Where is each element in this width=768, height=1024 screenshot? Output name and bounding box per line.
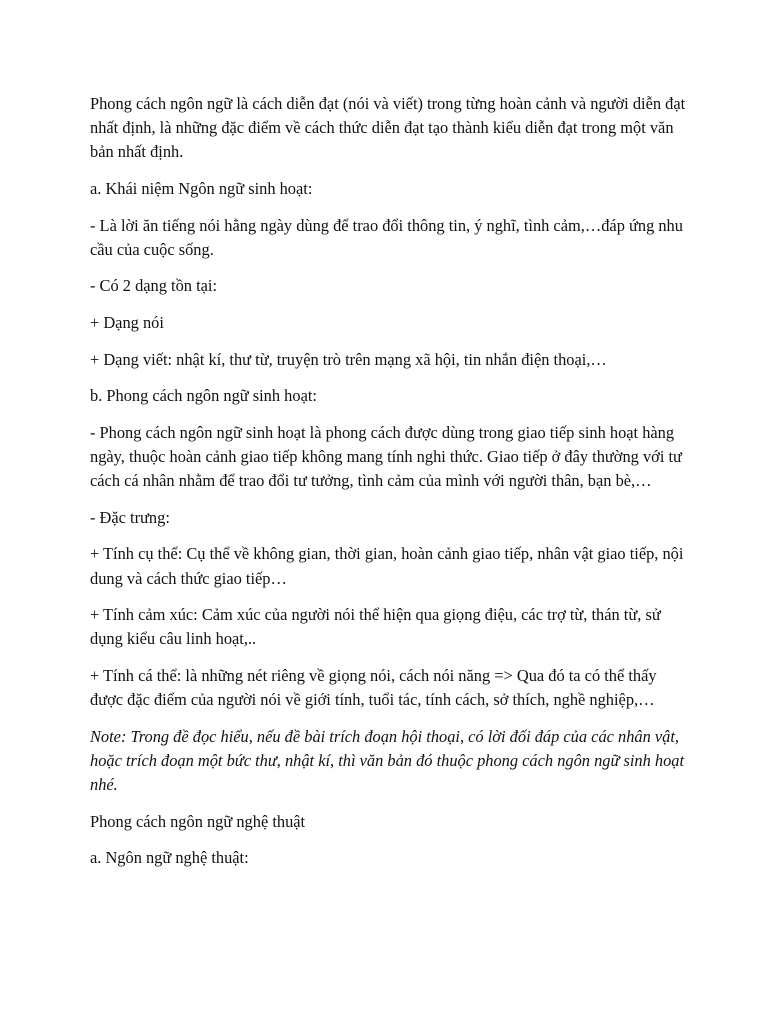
- document-page: [90, 92, 690, 883]
- definition-paragraph: - Là lời ăn tiếng nói hằng ngày dùng để trao đổi thông tin, ý nghĩ, tình cảm,…đáp ứng nhu cầu của cuộc sống.: [90, 215, 683, 259]
- note-paragraph: Note: Trong đề đọc hiểu, nếu đề bài trích đoạn hội thoại, có lời đối đáp của các nhân vật, hoặc trích đoạn một bức thư, nhật kí, thì văn bản đó thuộc phong cách ngôn ngữ sinh hoạt nhé.: [90, 726, 685, 795]
- characteristic-concreteness: + Tính cụ thể: Cụ thể về không gian, thời gian, hoàn cảnh giao tiếp, nhân vật giao tiếp, nội dung và cách thức giao tiếp…: [90, 544, 684, 588]
- art-language-heading: a. Ngôn ngữ nghệ thuật:: [90, 848, 249, 868]
- style-description-paragraph: - Phong cách ngôn ngữ sinh hoạt là phong cách được dùng trong giao tiếp sinh hoạt hàng ngày, thuộc hoàn cảnh giao tiếp không mang tính nghi thức. Giao tiếp ở đây thường với tư cách cá nhân nhằm để trao đổi tư tưởng, tình cảm của mình với người thân, bạn bè,…: [90, 422, 682, 491]
- art-style-heading: Phong cách ngôn ngữ nghệ thuật: [90, 811, 306, 831]
- form-spoken: + Dạng nói: [90, 312, 164, 332]
- forms-heading: - Có 2 dạng tồn tại:: [90, 276, 218, 296]
- form-written: + Dạng viết: nhật kí, thư từ, truyện trò trên mạng xã hội, tin nhắn điện thoại,…: [90, 349, 607, 369]
- section-heading-concept: a. Khái niệm Ngôn ngữ sinh hoạt:: [90, 179, 313, 198]
- characteristic-individuality: + Tính cá thể: là những nét riêng về giọng nói, cách nói năng => Qua đó ta có thể thấy được đặc điểm của người nói về giới tính, tuổi tác, tính cách, sở thích, nghề nghiệp,…: [90, 665, 657, 710]
- intro-paragraph: Phong cách ngôn ngữ là cách diễn đạt (nói và viết) trong từng hoàn cảnh và người diễn đạt nhất định, là những đặc điểm về cách thức diễn đạt tạo thành kiểu diễn đạt trong một văn bản nhất định.: [90, 94, 686, 162]
- section-heading-style: b. Phong cách ngôn ngữ sinh hoạt:: [90, 386, 317, 406]
- characteristics-heading: - Đặc trưng:: [90, 507, 170, 527]
- characteristic-emotion: + Tính cảm xúc: Cảm xúc của người nói thể hiện qua giọng điệu, các trợ từ, thán từ, sử dụng kiểu câu linh hoạt,..: [90, 605, 661, 649]
